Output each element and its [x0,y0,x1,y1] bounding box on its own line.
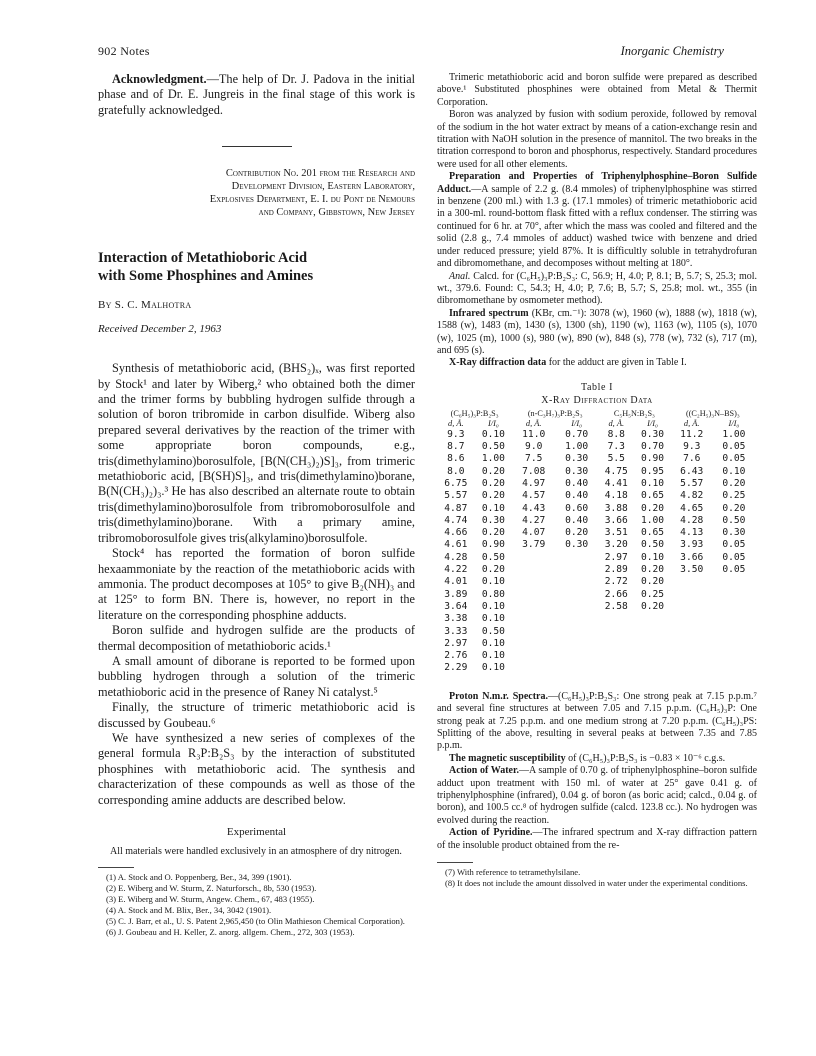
table-cell [598,626,634,638]
footnote: (2) E. Wiberg and W. Sturm, Z. Naturforsch., 8b, 530 (1953). [106,883,317,894]
table-sub-header [437,419,755,429]
table-cell [555,589,598,601]
table-cell [512,662,555,674]
water-paragraph [437,765,757,827]
table-cell: 3.66 [680,551,704,563]
group-header: ((C₂H₅)₃N–BS)₃ [685,408,740,418]
table-cell [634,662,670,674]
table-cell [713,601,755,613]
nmr-text: —(C₆H₅)₃P:B₂S₃: One strong peak at 7.15 p.p.m.⁷ and several fine structures at between 7.05 and 7.15 p.p.m. (C₆H₅)₃P: One strong peak at 7.25 p.p.m. and one medium strong at 7.20 p.p.m. (C₆H₅)₃PS: Splitting of the above, resulting in several peaks at between 7.35 and 7.85 p.p.m. [437,690,757,752]
table-cell [671,613,713,625]
table-row [437,564,755,576]
group-header: (n-C₃H₇)₃P:B₂S₃ [527,408,583,418]
table-cell [671,576,713,588]
table-cell: 0.20 [565,527,589,539]
table-cell: 4.28 [444,551,468,563]
contribution-affiliation [98,167,415,219]
table-row [437,453,755,465]
table-cell: 1.00 [722,428,746,440]
table-cell: 0.70 [565,428,589,440]
running-header-right: Inorganic Chemistry [620,44,724,58]
footnote: (8) It does not include the amount dissolved in water under the experimental conditions. [445,877,748,888]
table-cell: 0.10 [481,600,505,612]
table-cell [555,626,598,638]
table-cell: 1.00 [481,453,505,465]
group-header: (C₆H₅)₃P:B₂S₃ [450,408,499,418]
table-cell: 0.50 [481,625,505,637]
table-cell [713,613,755,625]
table-cell: 0.20 [722,502,746,514]
table-cell: 0.25 [722,490,746,502]
table-cell: 0.90 [640,453,665,465]
table-row [437,650,755,662]
table-cell [671,662,713,674]
table-cell: 7.5 [525,453,543,465]
table-cell: 0.20 [722,477,746,489]
table-cell: 0.95 [640,465,665,477]
pyridine-text: —The infrared spectrum and X-ray diffraction pattern of the insoluble product obtained from the re- [437,827,757,851]
col-header: d, Å. [448,418,464,428]
table-cell: 0.10 [640,551,665,563]
table-cell: 3.64 [444,600,468,612]
table-row [437,527,755,539]
table-cell: 0.20 [481,564,505,576]
table-cell: 5.57 [680,477,704,489]
table-cell [634,613,670,625]
table-cell: 0.60 [565,502,589,514]
experimental-text: All materials were handled exclusively in an atmosphere of dry nitrogen. [110,846,402,857]
table-cell: 0.70 [640,441,665,453]
col-header: d, Å. [525,418,542,428]
table-cell: 0.40 [565,477,589,489]
table-cell: 0.05 [722,539,746,551]
table-cell [555,613,598,625]
title-line: Interaction of Metathioboric Acid [98,250,308,267]
footnote-rule [437,862,473,863]
table-cell: 4.97 [522,477,546,489]
table-row [437,539,755,551]
anal-paragraph [437,271,757,308]
table-cell: 7.08 [522,465,546,477]
ack-head: Acknowledgment. [112,72,207,86]
mag-head: The magnetic susceptibility [449,752,566,764]
table-cell: 4.43 [522,502,546,514]
table-cell [671,589,713,601]
table-row [437,552,755,564]
table-cell: 8.0 [447,465,465,477]
table-cell: 7.3 [607,441,625,453]
body-paragraph: A small amount of diborane is reported to be formed upon bubbling hydrogen through a solution of the trimeric metathioboric acid in the presence of Raney Ni catalyst.⁵ [98,653,415,699]
table-cell: 4.75 [604,465,628,477]
prep-head: Preparation and Properties of Triphenylphosphine–Boron Sulfide Adduct. [437,171,757,195]
table-row [437,576,755,588]
col-header: d, Å. [608,418,625,428]
table-cell: 4.18 [604,490,628,502]
table-cell [671,638,713,650]
table-cell: 3.66 [604,514,628,526]
table-cell: 0.10 [481,650,505,662]
table-cell [512,576,555,588]
table-cell: 0.30 [565,539,589,551]
table-cell: 9.3 [683,441,701,453]
table-cell: 6.75 [444,477,468,489]
table-row [437,613,755,625]
table-cell: 0.10 [481,662,505,674]
table-cell [713,589,755,601]
body-paragraph: Synthesis of metathioboric acid, (BHS₂)ₓ, was first reported by Stock¹ and later by Wiberg,² who obtained both the dimer and the trimer forms by bubbling hydrogen sulfide through a solution of boron tribromide in carbon disulfide. Wiberg also prepared several derivatives by the reaction of the trimer with some appropriate boron compounds, e.g., tris(dimethylamino)borosulfole, [B(N(CH₃)₂)S]₃, from trimeric metathioboric acid, [B(SH)S]₃, and tris(dimethylamino)borane, B(N(CH₃)₂)₃.³ He has also described an alternate route to obtain tris(dimethylamino)borosulfole from tribromoborosulfole and tris(dimethylamino)borane. With a primary amine, tribromoborosulfole gives tris(alkylamino)borosulfole. [98,361,415,545]
table-cell [555,650,598,662]
table-cell [598,650,634,662]
table-cell [512,613,555,625]
table-cell: 2.97 [444,637,468,649]
table-cell [671,601,713,613]
table-cell: 0.10 [481,428,505,440]
xray-head: X-Ray diffraction data [449,357,547,369]
table-cell [634,638,670,650]
table-cell [598,638,634,650]
footnote: (6) J. Goubeau and H. Keller, Z. anorg. allgem. Chem., 272, 303 (1953). [106,927,355,938]
prep-paragraph [437,171,757,270]
table-cell: 0.30 [722,527,746,539]
table-cell: 0.20 [640,600,665,612]
right-column [437,72,757,889]
table-cell: 0.20 [481,477,505,489]
table-cell: 3.89 [444,588,468,600]
table-cell: 4.01 [444,576,468,588]
table-cell: 7.6 [683,453,701,465]
table-cell: 0.05 [722,551,746,563]
table-cell: 4.65 [680,502,704,514]
table-cell: 3.33 [444,625,468,637]
table-cell [634,650,670,662]
table-cell [555,564,598,576]
table-cell: 3.93 [680,539,704,551]
table-cell [671,650,713,662]
table-cell: 4.74 [444,514,468,526]
byline: By S. C. Malhotra [98,299,192,312]
anal-head: Anal. [449,270,471,282]
table-cell: 0.05 [722,441,746,453]
xray-paragraph [437,357,757,369]
table-cell: 0.20 [481,527,505,539]
table-cell: 4.82 [680,490,704,502]
table-cell: 4.41 [604,477,628,489]
table-cell: 0.65 [640,490,665,502]
table-cell: 0.50 [481,441,505,453]
table-cell: 0.05 [722,453,746,465]
pyridine-head: Action of Pyridine. [449,827,533,839]
contrib-line: and Company, Gibbstown, New Jersey [258,207,415,219]
xray-table [437,409,755,675]
table-cell: 0.10 [481,502,505,514]
ir-text: (KBr, cm.⁻¹): 3078 (w), 1960 (w), 1888 (w), 1818 (w), 1588 (w), 1483 (m), 1430 (s), 1300 (sh), 1190 (w), 1163 (w), 1105 (s), 1070 (w), 1025 (m), 1000 (s), 980 (w), 890 (w), 848 (s), 778 (w), 732 (s), 717 (m), and 695 (s). [437,307,757,356]
table-cell: 9.0 [525,441,543,453]
footnote: (3) E. Wiberg and W. Sturm, Angew. Chem., 67, 483 (1955). [106,894,315,905]
table-cell [598,613,634,625]
footnote: (5) C. J. Barr, et al., U. S. Patent 2,965,450 (to Olin Mathieson Chemical Corporation). [106,916,405,927]
table-cell [555,638,598,650]
experimental-heading: Experimental [226,826,287,838]
table-cell: 2.29 [444,662,468,674]
table-row [437,503,755,515]
table-row [437,638,755,650]
acknowledgment [98,72,415,118]
nmr-paragraph [437,691,757,753]
table-cell: 11.0 [522,428,546,440]
table-cell: 0.10 [481,613,505,625]
body-paragraph: Trimeric metathioboric acid and boron sulfide were prepared as described above.¹ Substituted phosphines were obtained from Metal & Thermit Corporation. [437,72,757,108]
table-cell: 4.22 [444,564,468,576]
footnote: (7) With reference to tetramethylsilane. [445,866,581,877]
table-cell: 3.79 [522,539,546,551]
nmr-head: Proton N.m.r. Spectra. [449,690,548,702]
body-paragraph: We have synthesized a new series of complexes of the general formula R₃P:B₂S₃ by the interaction of substituted phosphines with metathioboric acid. The synthesis and characterization of these compounds as well as those of the corresponding amine adducts are described below. [98,730,415,807]
ir-head: Infrared spectrum [449,307,529,319]
table-cell: 4.07 [522,527,546,539]
table-row [437,441,755,453]
table-cell: 0.10 [481,576,505,588]
ack-text: —The help of Dr. J. Padova in the initial phase and of Dr. E. Jungreis in the final stage of this work is gratefully acknowledged. [98,72,415,117]
table-row [437,515,755,527]
table-cell: 0.50 [481,551,505,563]
col-header: I/I₀ [728,418,740,428]
table-cell [512,564,555,576]
table-cell: 0.05 [722,564,746,576]
table-cell: 3.88 [604,502,628,514]
running-header-left: 902 Notes [98,44,150,58]
table-cell: 4.57 [522,490,546,502]
table-cell: 2.66 [604,588,628,600]
title-line: with Some Phosphines and Amines [98,268,314,285]
water-text: —A sample of 0.70 g. of triphenylphosphine–boron sulfide adduct upon treatment with 150 ml. of water at 25° gave 0.41 g. of triphenylphosphine (infrared), 0.04 g. of boron (as boric acid; calcd., 0.04 g. of boron), and 100.5 cc.⁸ of hydrogen sulfide (calcd. 123.8 cc.). No hydrogen was evolved during the reaction. [437,765,758,826]
table-cell: 9.3 [447,428,465,440]
table-cell: 2.97 [604,551,628,563]
table-cell [512,552,555,564]
group-header: C₅H₅N:B₂S₃ [613,408,655,418]
table-cell: 0.30 [565,453,589,465]
footnote-rule [98,867,134,868]
table-cell: 8.7 [447,441,465,453]
table-cell: 1.00 [565,441,589,453]
table-cell [671,626,713,638]
table-cell: 3.50 [680,564,704,576]
xray-text: for the adduct are given in Table I. [546,357,687,369]
table-cell [713,626,755,638]
article-title [98,249,415,285]
table-cell [713,576,755,588]
table-row [437,662,755,674]
mag-paragraph [437,753,757,765]
table-cell [598,662,634,674]
table-cell [713,662,755,674]
col-header: d, Å. [683,418,700,428]
table-cell [634,626,670,638]
table-cell: 5.5 [607,453,625,465]
table-cell [512,589,555,601]
table-row [437,601,755,613]
table-cell: 0.40 [565,490,589,502]
body-paragraph: Finally, the structure of trimeric metathioboric acid is discussed by Goubeau.⁶ [98,700,415,730]
footnote: (1) A. Stock and O. Poppenberg, Ber., 34, 399 (1901). [106,872,292,883]
table-cell: 8.8 [607,428,625,440]
table-cell: 1.00 [640,514,665,526]
col-header: I/I₀ [647,418,658,428]
left-column [98,72,415,938]
table-title: Table I [580,381,614,393]
table-cell: 4.27 [522,514,546,526]
table-row [437,626,755,638]
table-cell: 0.20 [640,564,665,576]
ir-paragraph [437,308,757,358]
table-row [437,589,755,601]
table-cell: 0.20 [481,490,505,502]
table-cell: 4.61 [444,539,468,551]
table-cell: 11.2 [680,428,704,440]
contrib-line: Explosives Department, E. I. du Pont de Nemours [209,194,415,206]
table-cell: 0.50 [640,539,665,551]
table-cell: 4.28 [680,514,704,526]
body-paragraph: Boron was analyzed by fusion with sodium peroxide, followed by removal of the sodium in the hot water extract by means of a cation-exchange resin and titration with NaOH solution in the presence of mannitol. The two breaks in the titration correspond to boron and phosphorus, respectively. Standard procedures were used for all other elements. [437,109,757,170]
table-cell: 0.90 [481,539,505,551]
table-cell [512,650,555,662]
table-group-header [437,409,755,419]
prep-text: —A sample of 2.2 g. (8.4 mmoles) of triphenylphosphine was stirred in benzene (200 ml.) with 1.3 g. (17.1 mmoles) of trimeric metathioboric acid in a 300-ml. round-bottom flask fitted with a reflux condenser. The stirring was continued for 6 hr. at 70°, after which the mass was cooled and filtered and the solid (2.8 g., 7.4 mmoles of adduct) washed twice with benzene and dried under reduced pressure; yield 87%. It is difficultly soluble in tetrahydrofuran and dibromomethane, and decomposes without melting at 180°. [437,183,757,270]
contrib-line: Development Division, Eastern Laboratory, [231,181,415,193]
body-paragraph: Stock⁴ has reported the formation of boron sulfide hexaammoniate by the reaction of the metathioboric acids with ammonia. The product decomposes at 105° to give B₂(NH)₃ and at 125° to form BN. There is, however, no report in the literature on the corresponding phosphine adducts. [98,546,415,622]
table-row [437,490,755,502]
table-cell: 0.50 [722,514,746,526]
table-row [437,478,755,490]
table-cell: 0.40 [565,514,589,526]
body-paragraph: Boron sulfide and hydrogen sulfide are the products of thermal decomposition of metathioboric acids.¹ [98,623,415,653]
table-cell [512,601,555,613]
table-cell: 0.10 [640,477,665,489]
table-cell [713,638,755,650]
col-header: I/I₀ [488,418,499,428]
table-cell: 3.38 [444,613,468,625]
table-cell: 2.76 [444,650,468,662]
table-cell: 4.66 [444,527,468,539]
table-row [437,429,755,441]
mag-text: of (C₆H₅)₃P:B₂S₃ is −0.83 × 10⁻⁶ c.g.s. [565,752,726,764]
table-subtitle: X-Ray Diffraction Data [541,394,653,406]
table-cell: 0.65 [640,527,665,539]
col-header: I/I₀ [571,418,583,428]
table-cell: 0.10 [481,637,505,649]
table-cell: 0.30 [640,428,665,440]
table-row [437,466,755,478]
table-cell: 0.25 [640,588,665,600]
water-head: Action of Water. [449,765,520,777]
footnote: (4) A. Stock and M. Blix, Ber., 34, 3042 (1901). [106,905,272,916]
table-cell: 2.89 [604,564,628,576]
table-cell [512,626,555,638]
table-cell: 0.20 [640,576,665,588]
table-cell: 2.58 [604,600,628,612]
table-cell [512,638,555,650]
received-date: Received December 2, 1963 [98,323,222,336]
table-cell [555,552,598,564]
table-cell [555,662,598,674]
section-divider [222,146,292,147]
table-cell [713,650,755,662]
table-cell: 3.51 [604,527,628,539]
table-cell: 0.30 [565,465,589,477]
table-cell: 6.43 [680,465,704,477]
table-cell: 5.57 [444,490,468,502]
table-cell: 0.10 [722,465,746,477]
table-cell: 2.72 [604,576,628,588]
table-cell: 0.30 [481,514,505,526]
table-cell: 8.6 [447,453,465,465]
table-cell: 0.80 [481,588,505,600]
table-cell [555,601,598,613]
table-cell: 0.20 [481,465,505,477]
anal-text: Calcd. for (C₆H₅)₃P:B₂S₃: C, 56.9; H, 4.0; P, 8.1; B, 5.7; S, 25.3; mol. wt., 379.6. Found: C, 54.3; H, 4.0; P, 7.6; B, 5.7; S, 25.8; mol. wt., 355 (in dibromomethane by osmometer method). [437,270,757,307]
table-cell: 3.20 [604,539,628,551]
pyridine-paragraph [437,827,757,852]
table-cell: 4.87 [444,502,468,514]
table-cell: 4.13 [680,527,704,539]
table-cell: 0.20 [640,502,665,514]
table-cell [555,576,598,588]
contrib-line: Contribution No. 201 from the Research and [225,168,415,180]
